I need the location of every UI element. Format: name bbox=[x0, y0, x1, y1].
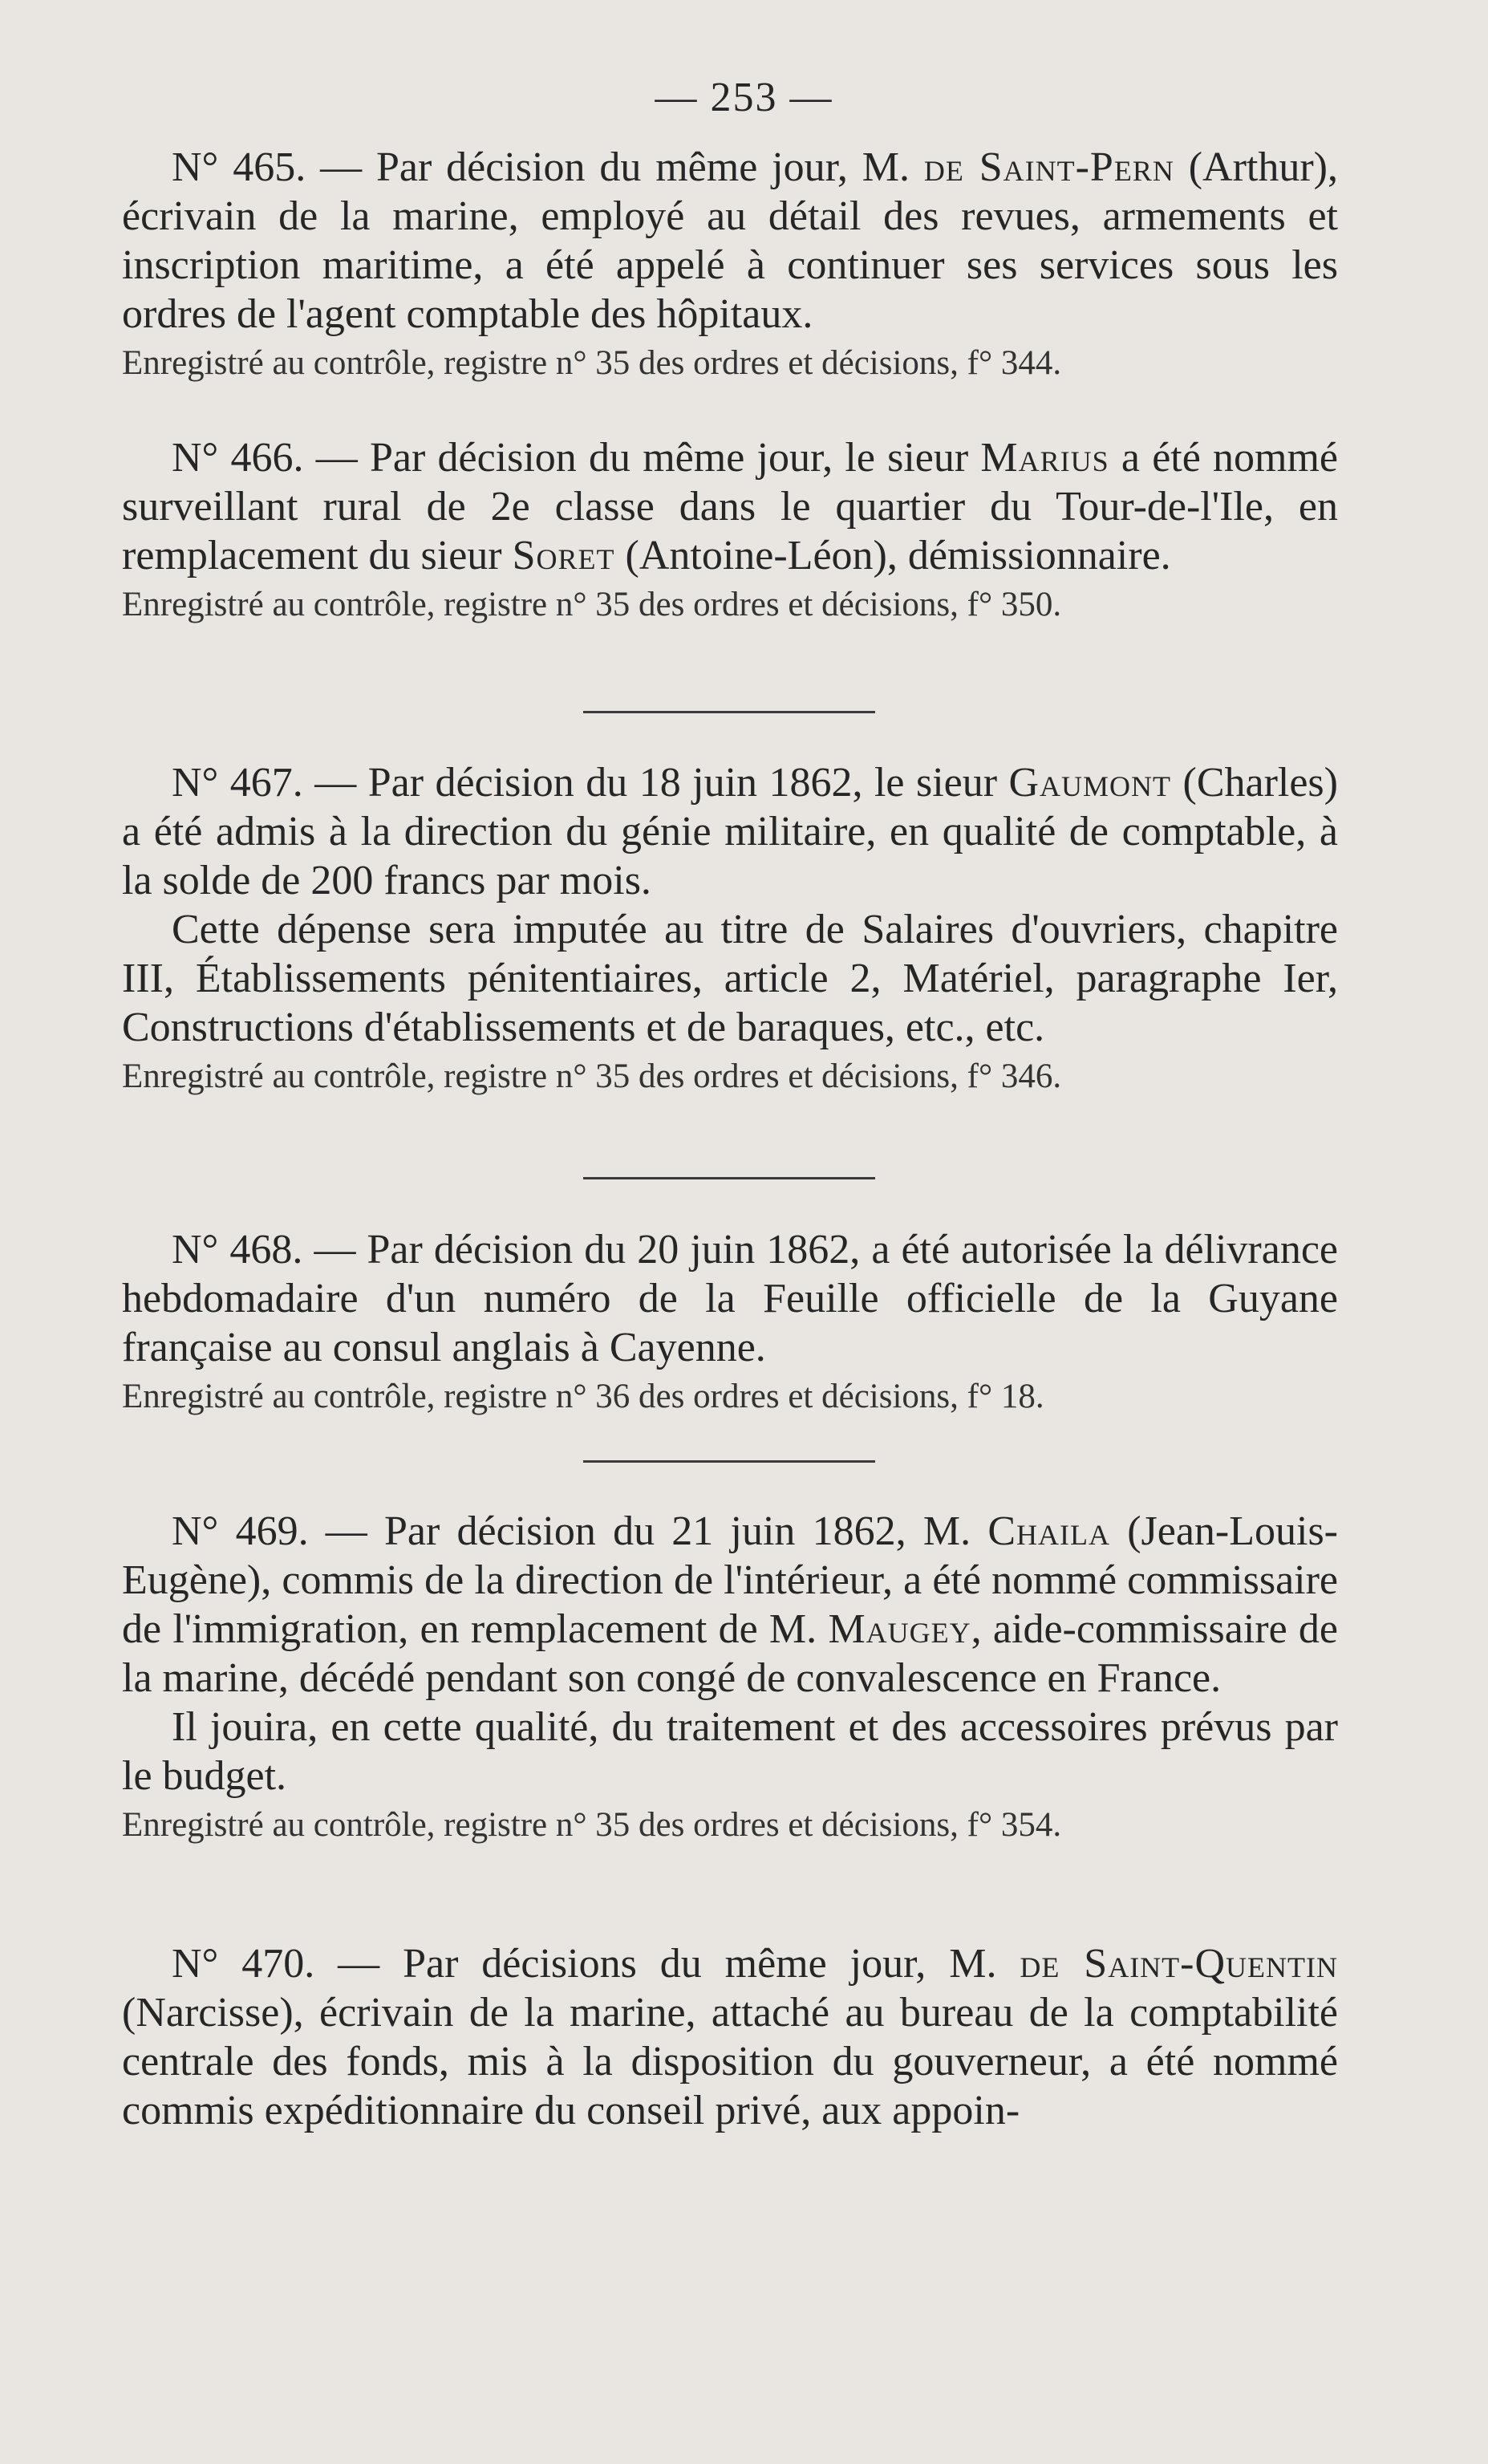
entry-468 bbox=[122, 1225, 1338, 1421]
registration-note: Enregistré au contrôle, registre n° 35 des ordres et décisions, f° 350. bbox=[122, 586, 1062, 623]
person-name: Chaila bbox=[987, 1508, 1110, 1554]
entry-paragraph bbox=[122, 143, 1338, 339]
entry-number: N° 466. — Par décision du même jour, le sieur bbox=[172, 435, 981, 481]
separator-rule bbox=[583, 1460, 875, 1463]
entry-paragraph bbox=[122, 1939, 1338, 2135]
entry-text: (Arthur), écrivain de la marine, employé au détail des revues, armements et inscription maritime, a été appelé à continuer ses services sous les ordres de l'agent comptable des hôpitaux. bbox=[122, 144, 1338, 337]
entry-number: N° 469. — Par décision du 21 juin 1862, M. bbox=[172, 1508, 988, 1554]
registration-note: Enregistré au contrôle, registre n° 35 des ordres et décisions, f° 346. bbox=[122, 1057, 1062, 1095]
entry-466 bbox=[122, 433, 1338, 629]
entry-text: , aide-commissaire de la marine, décédé pendant son congé de convalescence en France. bbox=[122, 1606, 1338, 1701]
entry-470 bbox=[122, 1939, 1338, 2135]
entry-paragraph: Il jouira, en cette qualité, du traitement et des accessoires prévus par le budget. bbox=[122, 1704, 1338, 1799]
entry-paragraph: Cette dépense sera imputée au titre de Salaires d'ouvriers, chapitre III, Établissements pénitentiaires, article 2, Matériel, paragraphe Ier, Constructions d'établissements et de baraques, etc., etc. bbox=[122, 907, 1338, 1050]
person-name: de Saint-Pern bbox=[923, 144, 1174, 190]
entry-paragraph bbox=[122, 433, 1338, 580]
entry-text: a été nommé surveillant rural de 2e classe dans le quartier du Tour-de-l'Ile, en remplacement du sieur bbox=[122, 435, 1338, 578]
person-name: Maugey bbox=[828, 1606, 971, 1652]
entry-paragraph bbox=[122, 1507, 1338, 1703]
entry-paragraph bbox=[122, 758, 1338, 905]
entry-465 bbox=[122, 143, 1338, 388]
page-number: — 253 — bbox=[655, 75, 833, 120]
registration-note: Enregistré au contrôle, registre n° 36 des ordres et décisions, f° 18. bbox=[122, 1378, 1044, 1415]
person-name: Marius bbox=[980, 435, 1109, 481]
entry-number: N° 465. — Par décision du même jour, M. bbox=[172, 144, 924, 190]
separator-rule bbox=[583, 1177, 875, 1179]
entry-number: N° 470. — Par décisions du même jour, M. bbox=[172, 1941, 1020, 1987]
registration-note: Enregistré au contrôle, registre n° 35 des ordres et décisions, f° 354. bbox=[122, 1806, 1062, 1844]
entry-text: (Charles) a été admis à la direction du génie militaire, en qualité de comptable, à la solde de 200 francs par mois. bbox=[122, 760, 1338, 903]
entry-text: (Jean-Louis-Eugène), commis de la direction de l'intérieur, a été nommé commissaire de l'immigration, en remplacement de M. bbox=[122, 1508, 1339, 1652]
person-name: Soret bbox=[512, 533, 615, 578]
person-name: Gaumont bbox=[1008, 760, 1172, 806]
entry-469 bbox=[122, 1507, 1338, 1849]
separator-rule bbox=[583, 711, 875, 713]
entry-467 bbox=[122, 758, 1338, 1101]
registration-note: Enregistré au contrôle, registre n° 35 des ordres et décisions, f° 344. bbox=[122, 344, 1062, 382]
entry-text: (Antoine-Léon), démissionnaire. bbox=[614, 533, 1171, 578]
entry-paragraph: N° 468. — Par décision du 20 juin 1862, a été autorisée la délivrance hebdomadaire d'un numéro de la Feuille officielle de la Guyane française au consul anglais à Cayenne. bbox=[122, 1227, 1338, 1370]
person-name: de Saint-Quentin bbox=[1020, 1941, 1339, 1987]
entry-text: (Narcisse), écrivain de la marine, attaché au bureau de la comptabilité centrale des fonds, mis à la disposition du gouverneur, a été nommé commis expéditionnaire du conseil privé, aux appoin- bbox=[122, 1990, 1338, 2133]
entry-number: N° 467. — Par décision du 18 juin 1862, le sieur bbox=[172, 760, 1009, 806]
